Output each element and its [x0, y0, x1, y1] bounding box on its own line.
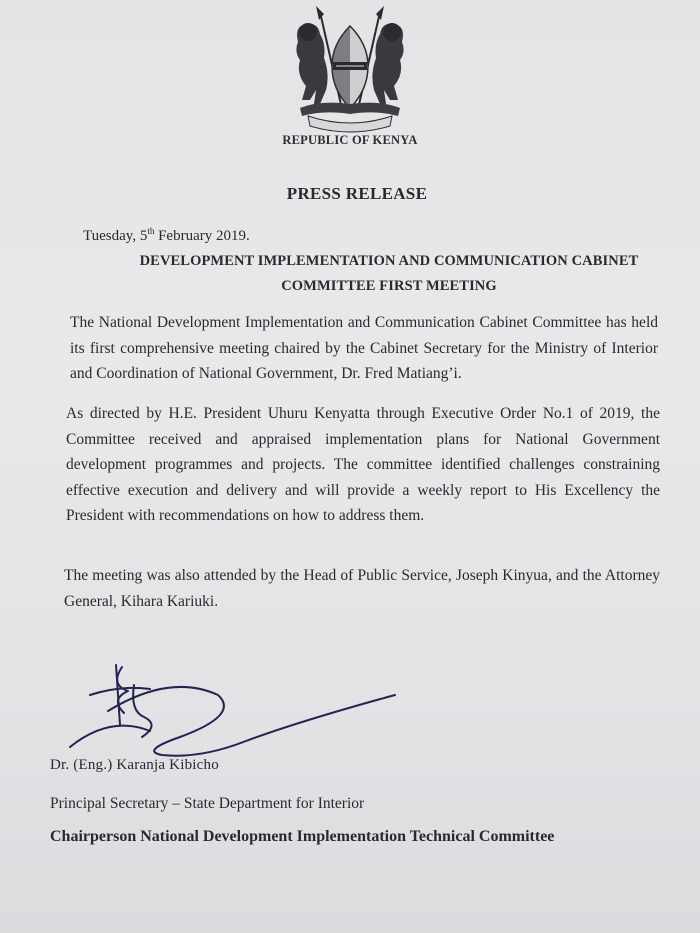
body-paragraph-3: The meeting was also attended by the Head of Public Service, Joseph Kinyua, and the Attorney General, Kihara Kariuki. — [64, 567, 660, 610]
subject-line-2: COMMITTEE FIRST MEETING — [281, 278, 497, 294]
subject-line-1: DEVELOPMENT IMPLEMENTATION AND COMMUNICATION CABINET — [139, 253, 639, 269]
republic-of-kenya-label: REPUBLIC OF KENYA — [282, 133, 418, 147]
body-paragraph-1: The National Development Implementation and Communication Cabinet Committee has held its first comprehensive meeting chaired by the Cabinet Secretary for the Ministry of Interior and Coordination of National Government, Dr. Fred Matiang’i. — [70, 314, 658, 382]
signatory-title-1: Principal Secretary – State Department for Interior — [50, 795, 365, 812]
date-prefix: Tuesday, 5 — [83, 228, 148, 244]
signatory-name: Dr. (Eng.) Karanja Kibicho — [50, 757, 219, 773]
body-paragraph-2: As directed by H.E. President Uhuru Kenyatta through Executive Order No.1 of 2019, the Committee received and appraised implementation plans for National Government development programmes and projects. The committee identified challenges constraining effective execution and delivery and will provide a weekly report to His Excellency the President with recommendations on how to address them. — [66, 405, 660, 524]
date-ordinal: th — [147, 226, 155, 236]
handwritten-signature — [50, 655, 430, 765]
signatory-title-2: Chairperson National Development Implementation Technical Committee — [50, 828, 555, 845]
date-suffix: February 2019. — [154, 228, 250, 244]
kenya-coat-of-arms-icon — [280, 4, 420, 134]
release-date — [83, 226, 250, 245]
press-release-heading: PRESS RELEASE — [286, 184, 428, 203]
release-subject — [64, 249, 700, 299]
